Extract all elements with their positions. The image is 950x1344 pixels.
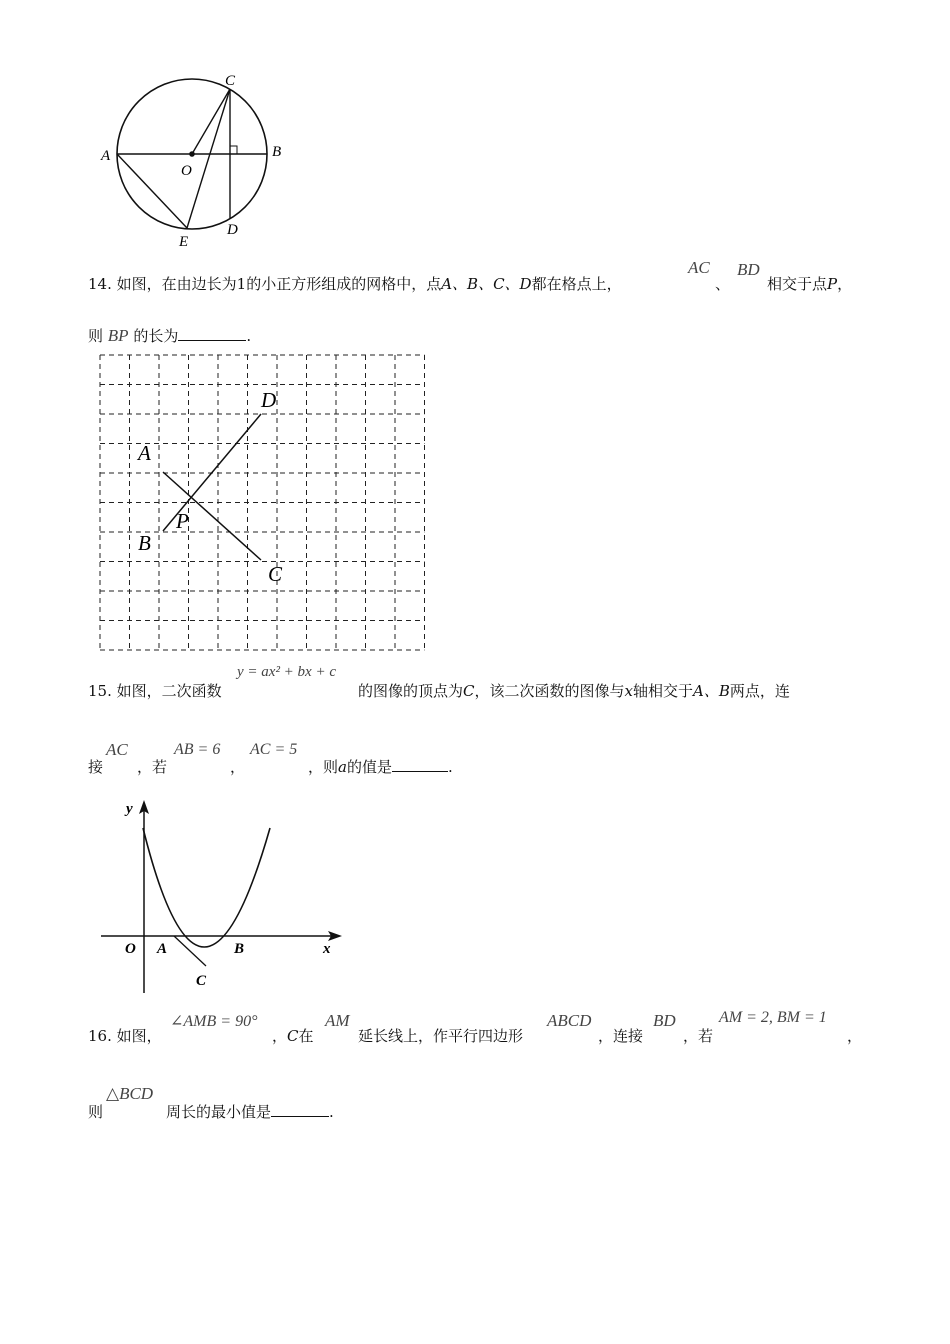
label-a: A bbox=[157, 941, 168, 957]
q14-number: 14. bbox=[88, 275, 112, 293]
q14-math-bp: BP bbox=[107, 326, 129, 345]
label-b: B bbox=[272, 144, 282, 160]
q15-math-ac5: AC = 5 bbox=[250, 741, 298, 758]
label-d: D bbox=[261, 388, 277, 412]
q14-line1: 14. 如图，在由边长为1的小正方形组成的网格中，点A、B、C、D都在格点上， bbox=[88, 275, 622, 293]
label-c: C bbox=[196, 973, 207, 989]
q15-line2-a: 接 bbox=[88, 758, 104, 776]
label-e: E bbox=[179, 234, 189, 250]
right-angle-mark bbox=[230, 146, 237, 154]
label-b: B bbox=[234, 941, 245, 957]
q16-math-angle: ∠AMB = 90° bbox=[170, 1013, 258, 1030]
q16-number: 16. bbox=[88, 1027, 112, 1045]
label-a: A bbox=[138, 441, 151, 465]
q14-math-ac: AC bbox=[688, 258, 710, 277]
q14-line2: 则 BP 的长为 . bbox=[88, 326, 252, 345]
q15-answer-blank[interactable] bbox=[392, 757, 448, 772]
q15-math-func: y = ax² + bx + c bbox=[237, 664, 336, 680]
parabola-curve bbox=[143, 828, 270, 947]
q14-line1-end: 相交于点P， bbox=[767, 275, 853, 293]
q15-line1-start: 15. 如图，二次函数 bbox=[88, 682, 222, 700]
q16-math-abcd: ABCD bbox=[547, 1011, 592, 1030]
q16-math-am: AM bbox=[325, 1011, 350, 1030]
q15-math-ac: AC bbox=[106, 740, 128, 759]
segment-ce bbox=[187, 89, 230, 228]
label-c: C bbox=[225, 73, 236, 89]
label-y: y bbox=[126, 801, 133, 817]
q15-number: 15. bbox=[88, 682, 112, 700]
q15-line2-b: ，若 bbox=[137, 758, 168, 776]
label-c: C bbox=[268, 562, 283, 586]
q14-math-bd: BD bbox=[737, 260, 760, 279]
q16-line1-mid: ，C在 bbox=[272, 1027, 314, 1045]
q15-math-ab6: AB = 6 bbox=[174, 741, 221, 758]
segment-oc bbox=[192, 89, 230, 154]
parabola-figure bbox=[98, 795, 348, 1000]
label-b: B bbox=[138, 531, 151, 555]
center-point bbox=[189, 151, 195, 157]
q16-math-tri: △BCD bbox=[106, 1084, 154, 1103]
grid-figure bbox=[90, 345, 435, 657]
q16-answer-blank[interactable] bbox=[271, 1102, 329, 1117]
label-a: A bbox=[101, 148, 111, 164]
q16-text-d: 延长线上，作平行四边形 bbox=[358, 1027, 524, 1045]
q14-answer-blank[interactable] bbox=[178, 326, 246, 341]
q14-sep: 、 bbox=[715, 275, 731, 293]
q16-math-bd: BD bbox=[653, 1011, 676, 1030]
circle-figure bbox=[95, 68, 305, 253]
q16-text-e: ，连接 bbox=[598, 1027, 644, 1045]
label-x: x bbox=[323, 941, 331, 957]
q16-line2-a: 则 bbox=[88, 1103, 104, 1121]
q15-line2-c: ， bbox=[230, 758, 246, 776]
label-p: P bbox=[176, 509, 189, 533]
q16-line2-end: 周长的最小值是 . bbox=[166, 1103, 334, 1121]
q15-line2-end: ，则a的值是 . bbox=[308, 758, 453, 776]
q16-text-g: ， bbox=[847, 1027, 863, 1045]
label-d: D bbox=[227, 222, 238, 238]
q16-text-f: ，若 bbox=[683, 1027, 714, 1045]
label-o: O bbox=[125, 941, 136, 957]
q16-math-cond: AM = 2, BM = 1 bbox=[719, 1009, 827, 1026]
q14-one: 1 bbox=[236, 275, 247, 293]
q15-line1-end: 的图像的顶点为C，该二次函数的图像与x轴相交于A、B两点，连 bbox=[358, 682, 790, 700]
q16-line1-start: 16. 如图， bbox=[88, 1027, 162, 1045]
label-o: O bbox=[181, 163, 192, 179]
